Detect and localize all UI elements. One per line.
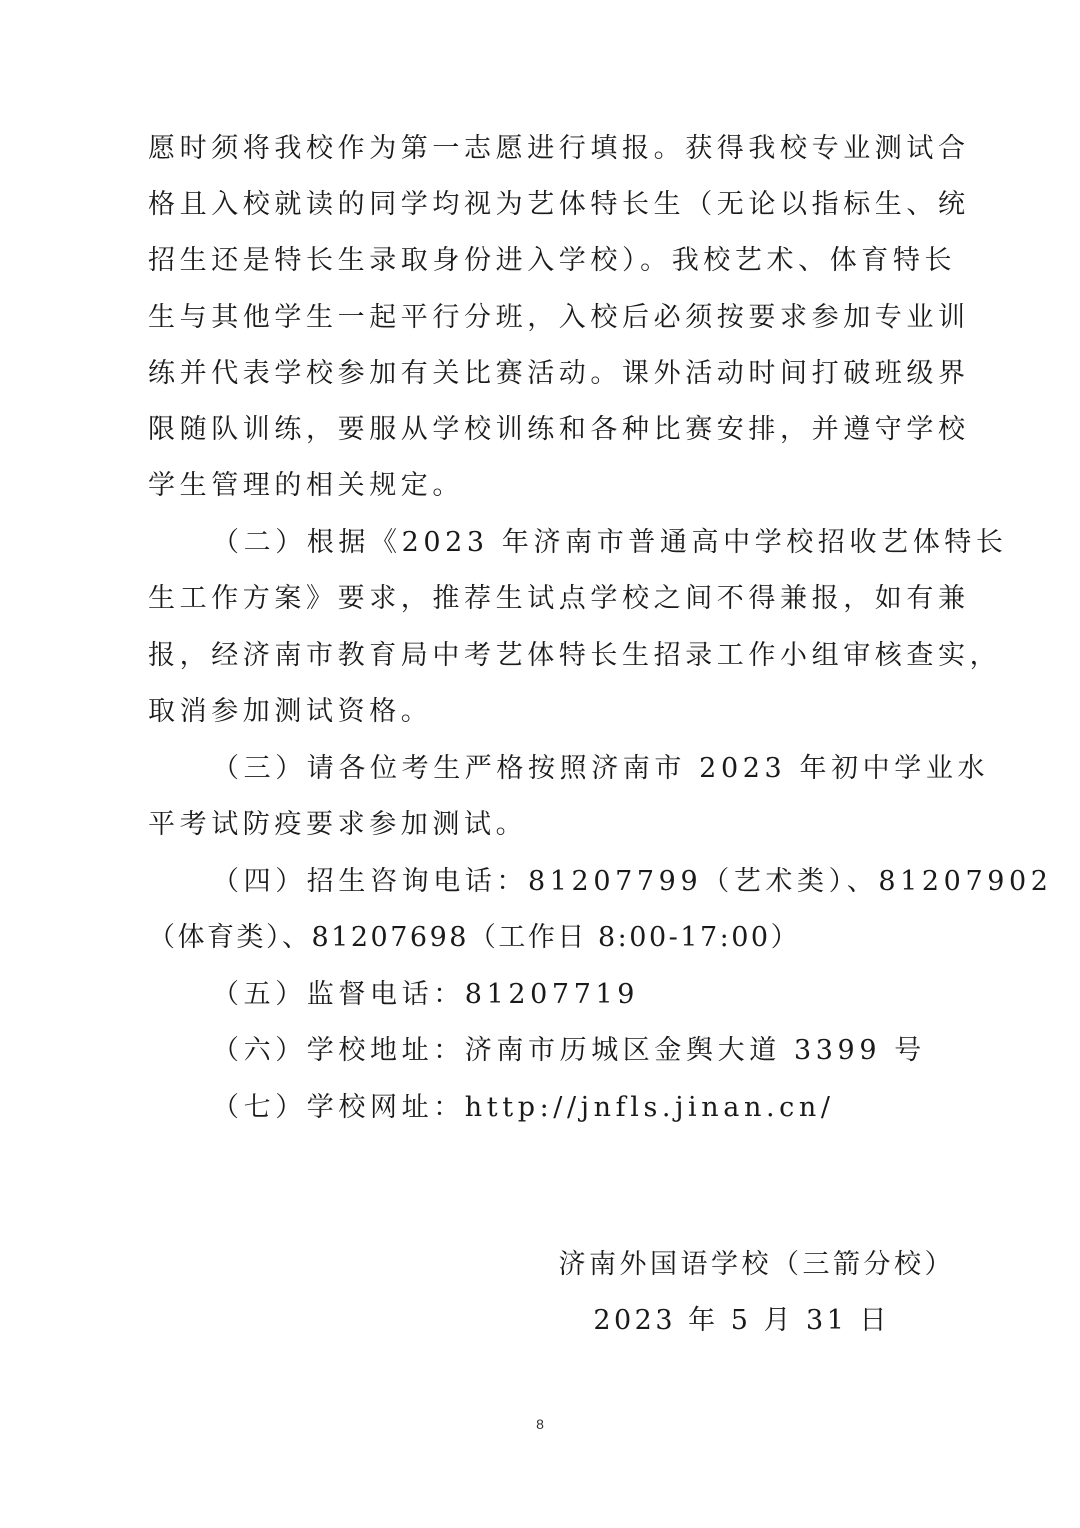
- item-2-line: 取消参加测试资格。: [148, 696, 433, 727]
- paragraph-line: 格且入校就读的同学均视为艺体特长生（无论以指标生、统: [148, 189, 970, 220]
- item-4-line: （四）招生咨询电话：81207799（艺术类）、81207902: [212, 866, 1053, 897]
- paragraph-line: 生与其他学生一起平行分班，入校后必须按要求参加专业训: [148, 302, 970, 333]
- item-6-school-address: （六）学校地址：济南市历城区金舆大道 3399 号: [212, 1035, 926, 1066]
- item-3-line: 平考试防疫要求参加测试。: [148, 809, 528, 840]
- paragraph-line: 练并代表学校参加有关比赛活动。课外活动时间打破班级界: [148, 358, 970, 389]
- page-number: 8: [536, 1416, 544, 1432]
- paragraph-line: 学生管理的相关规定。: [148, 470, 464, 501]
- item-7-school-website: （七）学校网址：http://jnfls.jinan.cn/: [212, 1092, 835, 1123]
- signature-date: 2023 年 5 月 31 日: [593, 1305, 890, 1336]
- item-4-line: （体育类）、81207698（工作日 8:00-17:00）: [148, 922, 801, 953]
- item-2-line: 生工作方案》要求，推荐生试点学校之间不得兼报，如有兼: [148, 583, 970, 614]
- item-2-line: （二）根据《2023 年济南市普通高中学校招收艺体特长: [212, 527, 1008, 558]
- item-3-line: （三）请各位考生严格按照济南市 2023 年初中学业水: [212, 753, 990, 784]
- item-2-line: 报，经济南市教育局中考艺体特长生招录工作小组审核查实，: [148, 640, 1002, 671]
- paragraph-line: 限随队训练，要服从学校训练和各种比赛安排，并遵守学校: [148, 414, 970, 445]
- paragraph-line: 愿时须将我校作为第一志愿进行填报。获得我校专业测试合: [148, 133, 970, 164]
- signature-school: 济南外国语学校（三箭分校）: [558, 1249, 955, 1280]
- paragraph-line: 招生还是特长生录取身份进入学校）。我校艺术、体育特长: [148, 245, 957, 276]
- item-5-supervision-phone: （五）监督电话：81207719: [212, 979, 640, 1010]
